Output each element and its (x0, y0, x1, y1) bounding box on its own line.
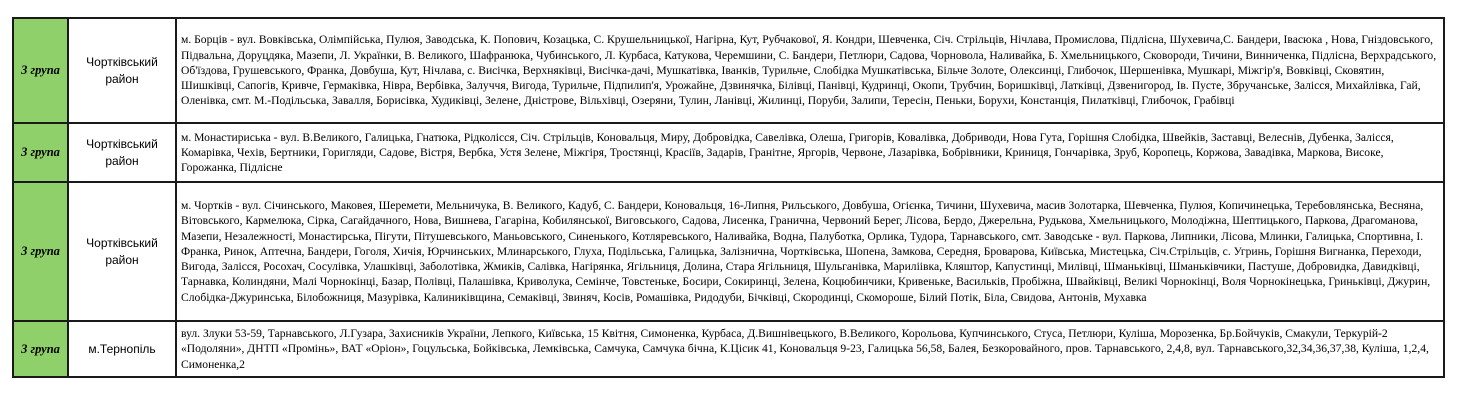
district-cell: Чортківський район (68, 18, 176, 123)
addresses-cell: м. Монастириська - вул. В.Великого, Галицька, Гнатюка, Рідколісся, Січ. Стрільців, Коновальця, Миру, Добровідка, Савелівка, Олеша, Григорів, Ковалівка, Добриводи, Нова Гута, Горішня Слобідка, Швейків, Заставці, Велеснів, Дубенка, Залісся, Комарівка, Чехів, Бертники, Горигляди, Садове, Вістря, Вербка, Устя Зелене, Міжгіря, Тростянці, Красіїв, Задарів, Гранітне, Яргорів, Червоне, Лазарівка, Бобрівники, Криниця, Гончарівка, Зруб, Коропець, Коржова, Завадівка, Маркова, Високе, Горожанка, Підлісне (176, 123, 1444, 182)
table-row (13, 182, 1444, 321)
group-cell: 3 група (13, 182, 68, 321)
district-cell: Чортківський район (68, 123, 176, 182)
addresses-cell: вул. Злуки 53-59, Тарнавського, Л.Гузара, Захисників України, Лепкого, Київська, 15 Квітня, Симоненка, Курбаса, Д.Вишнівецького, В.Великого, Корольова, Купчинського, Стуса, Петлюри, Куліша, Морозенка, Бр.Бойчуків, Смакули, Теркурій-2 «Подоляни», ДНТП «Промінь», ВАТ «Оріон», Гоцульська, Бойківська, Лемківська, Самчука, Самчука бічна, К.Цісик 41, Коновальця 9-23, Галицька 56,58, Балея, Безкоровайного, пров. Тарнавського, 2,4,8, вул. Тарнавського,32,34,36,37,38, Куліша, 1,2,4, Симоненка,2 (176, 321, 1444, 377)
group-cell: 3 група (13, 18, 68, 123)
outage-group-table (12, 17, 1445, 378)
table-row (13, 18, 1444, 123)
district-cell: м.Тернопіль (68, 321, 176, 377)
schedule-table-container (12, 17, 1445, 378)
table-row (13, 123, 1444, 182)
district-cell: Чортківський район (68, 182, 176, 321)
group-cell: 3 група (13, 123, 68, 182)
group-cell: 3 група (13, 321, 68, 377)
table-row (13, 321, 1444, 377)
addresses-cell: м. Чортків - вул. Січинського, Маковея, Шеремети, Мельничука, В. Великого, Кадуб, С. Бандери, Коновальця, 16-Липня, Рильського, Довбуша, Огієнка, Тичини, Шухевича, масив Золотарка, Шевченка, Пулюя, Копичинецька, Теребовлянська, Весняна, Вітовського, Кармелюка, Сірка, Сагайдачного, Нова, Вишнева, Гагаріна, Кобилянської, Виговського, Садова, Лисенка, Гранична, Червоний Берег, Лісова, Бердо, Джерельна, Рудькова, Хмельницького, Молодіжна, Шептицького, Паркова, Драгоманова, Мазепи, Незалежності, Монастирська, Пігути, Пітушевського, Маньовського, Синенького, Котляревського, Наливайка, Водна, Палуботка, Орлика, Тудора, Тарнавського, смт. Заводське - вул. Паркова, Липники, Лісова, Млинки, Галицька, Спортивна, І. Франка, Ринок, Аптечна, Бандери, Гоголя, Хичія, Юрчинських, Млинарського, Глуха, Подільська, Галицька, Залізнична, Чортківська, Шопена, Замкова, Середня, Броварова, Київська, Мистецька, Січ.Стрільців, с. Угринь, Горішня Вигнанка, Переходи, Вигода, Залісся, Росохач, Сосулівка, Улашківці, Заболотівка, Жмиків, Салівка, Нагірянка, Ягільниця, Долина, Стара Ягільниця, Шульганівка, Мариліівка, Кляштор, Капустинці, Милівці, Шманьківці, Шманьківчики, Пастуше, Добровидка, Давидківці, Тарнавка, Колиндяни, Малі Чорнокінці, Базар, Полівці, Палашівка, Криволука, Семінче, Товстеньке, Босири, Сокиринці, Зелена, Коцюбинчики, Кривеньке, Васильків, Пробіжна, Швайківці, Великі Чорнокінці, Воля Чорнокінецька, Гриньківці, Джурин, Слобідка-Джуринська, Білобожниця, Мазурівка, Калиниківщина, Семаківці, Звиняч, Косів, Ромашівка, Ридодуби, Бічківці, Скородинці, Скомороше, Білий Потік, Біла, Свидова, Антонів, Мухавка (176, 182, 1444, 321)
addresses-cell: м. Борців - вул. Вовківська, Олімпійська, Пулюя, Заводська, К. Попович, Козацька, С. Крушельницької, Нагірна, Кут, Рубчакової, Я. Кондри, Шевченка, Січ. Стрільців, Нічлава, Промислова, Підлісна, Шухевича,С. Бандери, Івасюка , Нова, Гніздовського, Підвальна, Доруцдяка, Мазепи, Л. Українки, В. Великого, Шафранюка, Чубинського, Л. Курбаса, Катукова, Черемшини, С. Бандери, Петлюри, Садова, Чорновола, Наливайка, Б. Хмельницького, Сковороди, Тичини, Винниченка, Підлісна, Верхрадського, Об'їздова, Грушевського, Франка, Довбуша, Кут, Нічлава, с. Висічка, Верхняківці, Висічка-дачі, Мушкатівка, Іванків, Турильче, Слобідка Мушкатівська, Більче Золоте, Олексинці, Глибочок, Шершенівка, Мушкарі, Міжгір'я, Вовківці, Сковятин, Шишківці, Сапогів, Кривче, Гермаківка, Нівра, Вербівка, Залуччя, Вигода, Турильче, Підпилип'я, Урожайне, Дзвинячка, Білівці, Панівці, Кудринці, Окопи, Трубчин, Боришківці, Латківці, Дзвенигород, Ів. Пусте, Збручанське, Залісся, Михайлівка, Гай, Оленівка, смт. М.-Подільська, Завалля, Борисівка, Худиківці, Зелене, Дністрове, Вільхівці, Озеряни, Тулин, Ланівці, Жилинці, Поруби, Залипи, Тересін, Пеньки, Борухи, Констанція, Пилатківці, Глибочок, Грабівці (176, 18, 1444, 123)
